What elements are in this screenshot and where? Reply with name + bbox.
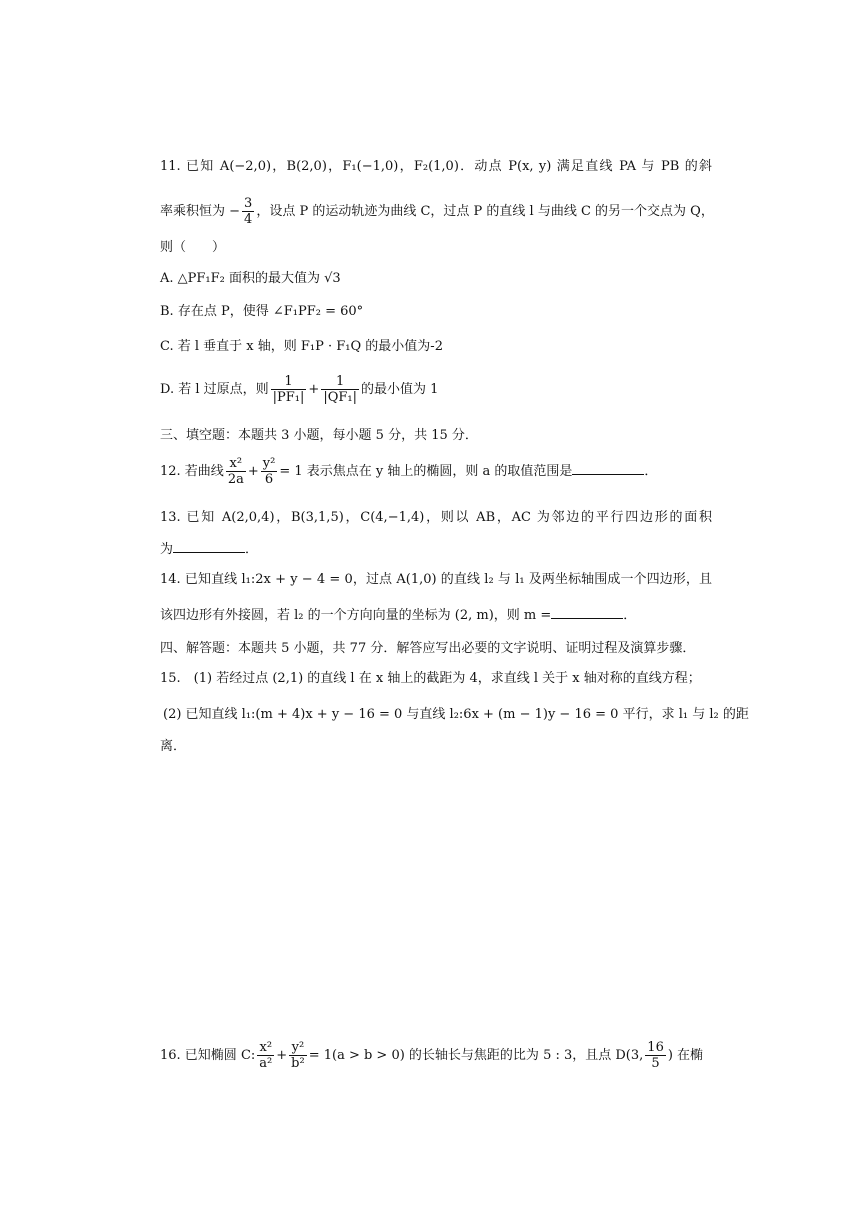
q11-line2-pre: 率乘积恒为 − xyxy=(160,204,241,219)
q14-line2-pre: 该四边形有外接圆，若 l₂ 的一个方向向量的坐标为 (2, m)，则 m = xyxy=(160,608,552,623)
q12-f1-den: 2a xyxy=(227,472,244,487)
q16-post: ) 在椭 xyxy=(667,1048,704,1063)
q16-line xyxy=(160,1040,703,1071)
q12-f2-den: 6 xyxy=(264,472,274,487)
q16-frac1 xyxy=(257,1040,274,1071)
q13-answer-blank[interactable] xyxy=(173,540,245,553)
q16-pre: 16. 已知椭圆 C: xyxy=(160,1048,256,1063)
q11-d-frac2-num: 1 xyxy=(321,374,359,390)
q15-line1: 15. (1) 若经过点 (2,1) 的直线 l 在 x 轴上的截距为 4，求直线 l 关于 x 轴对称的直线方程； xyxy=(160,671,701,686)
q16-frac2 xyxy=(289,1040,307,1071)
q13-line1 xyxy=(160,509,712,527)
q11-option-c: C. 若 l 垂直于 x 轴，则 F₁P · F₁Q 的最小值为-2 xyxy=(160,339,443,354)
q12-end: ． xyxy=(644,464,658,479)
q12-frac2 xyxy=(261,456,278,487)
q14-end: ． xyxy=(623,608,637,623)
q14-line1-text: 14. 已知直线 l₁:2x + y − 4 = 0，过点 A(1,0) 的直线 l₂ 与 l₁ 及两坐标轴围成一个四边形，且 xyxy=(160,572,712,587)
q11-option-d-post: 的最小值为 1 xyxy=(360,382,439,397)
q16-f2-num: y² xyxy=(289,1040,307,1056)
q11-fraction xyxy=(242,196,254,227)
q11-d-plus: + xyxy=(308,382,320,397)
q12-plus: + xyxy=(247,464,259,479)
section-3-heading: 三、填空题：本题共 3 小题，每小题 5 分，共 15 分． xyxy=(160,428,478,443)
q16-frac3 xyxy=(645,1040,666,1071)
q12-pre: 12. 若曲线 xyxy=(160,464,224,479)
q11-line3: 则（ ） xyxy=(160,240,226,255)
q11-frac-den: 4 xyxy=(244,212,253,227)
q11-d-frac1-den: |PF₁| xyxy=(272,390,305,405)
q12-post: = 1 表示焦点在 y 轴上的椭圆，则 a 的取值范围是 xyxy=(279,464,573,479)
q14-answer-blank[interactable] xyxy=(551,606,623,619)
q11-option-d xyxy=(160,374,438,405)
q16-mid: = 1(a > b > 0) 的长轴长与焦距的比为 5 : 3，且点 D(3, xyxy=(308,1048,644,1063)
q12-answer-blank[interactable] xyxy=(572,462,644,475)
q11-option-b: B. 存在点 P，使得 ∠F₁PF₂ = 60° xyxy=(160,304,364,319)
q11-line2 xyxy=(160,196,714,227)
q14-line1 xyxy=(160,571,712,589)
q11-frac-num: 3 xyxy=(244,196,253,211)
q11-d-frac1-num: 1 xyxy=(271,374,307,390)
q13-line2 xyxy=(160,540,258,559)
q12-line xyxy=(160,456,657,487)
q12-frac1 xyxy=(226,456,246,487)
q15-line3: 离． xyxy=(160,739,187,754)
q16-f1-den: a² xyxy=(259,1056,273,1071)
q14-line2 xyxy=(160,606,636,625)
q11-d-frac2-den: |QF₁| xyxy=(323,390,357,405)
section-4-heading: 四、解答题：本题共 5 小题，共 77 分．解答应写出必要的文字说明、证明过程及演算步骤． xyxy=(160,641,696,656)
q11-option-d-frac1 xyxy=(271,374,307,405)
q11-line2-post: ，设点 P 的运动轨迹为曲线 C，过点 P 的直线 l 与曲线 C 的另一个交点为 Q， xyxy=(256,204,714,219)
q16-f2-den: b² xyxy=(291,1056,305,1071)
q11-option-a: A. △PF₁F₂ 面积的最大值为 √3 xyxy=(160,271,341,286)
q13-line2-pre: 为 xyxy=(160,542,174,557)
q13-end: ． xyxy=(245,542,259,557)
q15-line2-text: (2) 已知直线 l₁:(m + 4)x + y − 16 = 0 与直线 l₂:6x + (m − 1)y − 16 = 0 平行，求 l₁ 与 l₂ 的距 xyxy=(163,707,749,722)
q13-line1-text: 13. 已知 A(2,0,4)，B(3,1,5)，C(4,−1,4)，则以 AB，AC 为邻边的平行四边形的面积 xyxy=(160,510,712,525)
q16-f3-den: 5 xyxy=(651,1056,660,1071)
q11-option-d-pre: D. 若 l 过原点，则 xyxy=(160,382,269,397)
q16-f3-num: 16 xyxy=(647,1040,664,1055)
q11-line1 xyxy=(160,158,712,176)
q12-f1-num: x² xyxy=(226,456,246,472)
q12-f2-num: y² xyxy=(262,456,276,471)
q11-option-d-frac2 xyxy=(321,374,359,405)
q15-line2 xyxy=(163,706,749,724)
q16-plus: + xyxy=(276,1048,288,1063)
q16-f1-num: x² xyxy=(257,1040,274,1056)
q11-line1-text: 11. 已知 A(−2,0)，B(2,0)，F₁(−1,0)，F₂(1,0)．动点 P(x, y) 满足直线 PA 与 PB 的斜 xyxy=(160,159,712,174)
